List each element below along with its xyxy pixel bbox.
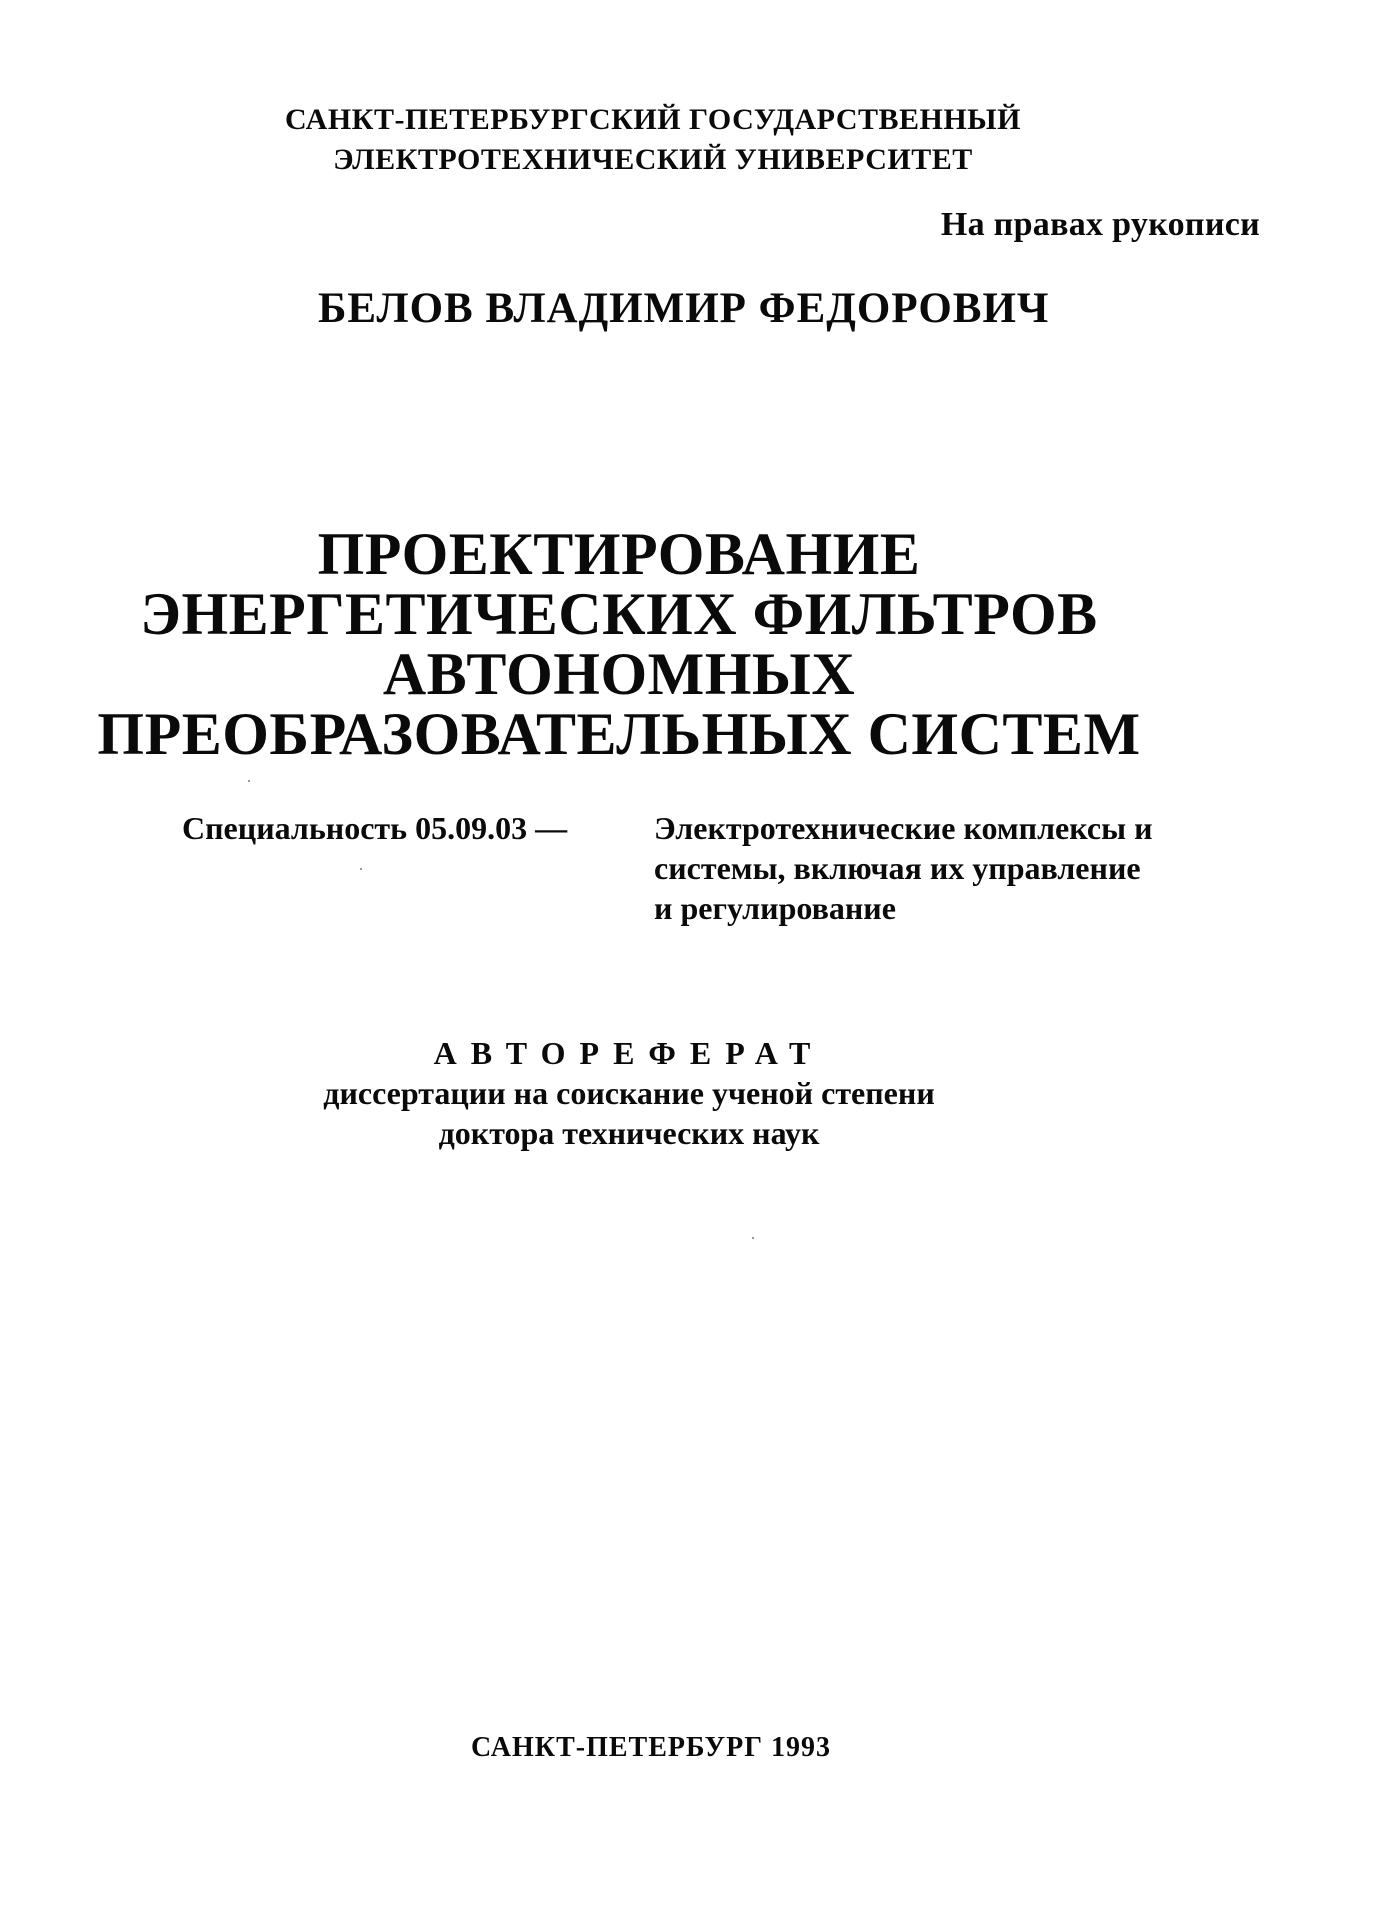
title-line-3: АВТОНОМНЫХ: [382, 641, 856, 707]
dissertation-title: [0, 521, 1378, 767]
abstract-line-2: доктора технических наук: [438, 1115, 820, 1151]
specialty-line-3: и регулирование: [654, 890, 896, 926]
author-name: БЕЛОВ ВЛАДИМИР ФЕДОРОВИЧ: [318, 285, 1050, 332]
specialty-line-2: системы, включая их управление: [654, 850, 1141, 886]
publication-place-year: [0, 1732, 1378, 1764]
scan-speck: [752, 1237, 754, 1239]
specialty-description: [654, 808, 1153, 928]
title-line-1: ПРОЕКТИРОВАНИЕ: [317, 521, 921, 587]
city-year: САНКТ-ПЕТЕРБУРГ 1993: [470, 1732, 832, 1763]
scan-speck: [360, 868, 362, 870]
title-line-2: ЭНЕРГЕТИЧЕСКИХ ФИЛЬТРОВ: [140, 581, 1098, 647]
specialty-label: Специальность 05.09.03 —: [182, 810, 568, 846]
manuscript-rights-note: На правах рукописи: [940, 206, 1260, 243]
institution-name: [0, 100, 1378, 180]
title-line-4: ПРЕОБРАЗОВАТЕЛЬНЫХ СИСТЕМ: [97, 701, 1141, 767]
scan-speck: [248, 780, 250, 782]
institution-line-1: САНКТ-ПЕТЕРБУРГСКИЙ ГОСУДАРСТВЕННЫЙ: [285, 103, 1021, 136]
abstract-block: [0, 1033, 1378, 1153]
abstract-line-1: диссертации на соискание ученой степени: [323, 1075, 935, 1111]
abstract-heading: АВТОРЕФЕРАТ: [433, 1035, 825, 1071]
specialty-line-1: Электротехнические комплексы и: [654, 810, 1153, 846]
institution-line-2: ЭЛЕКТРОТЕХНИЧЕСКИЙ УНИВЕРСИТЕТ: [333, 143, 973, 176]
